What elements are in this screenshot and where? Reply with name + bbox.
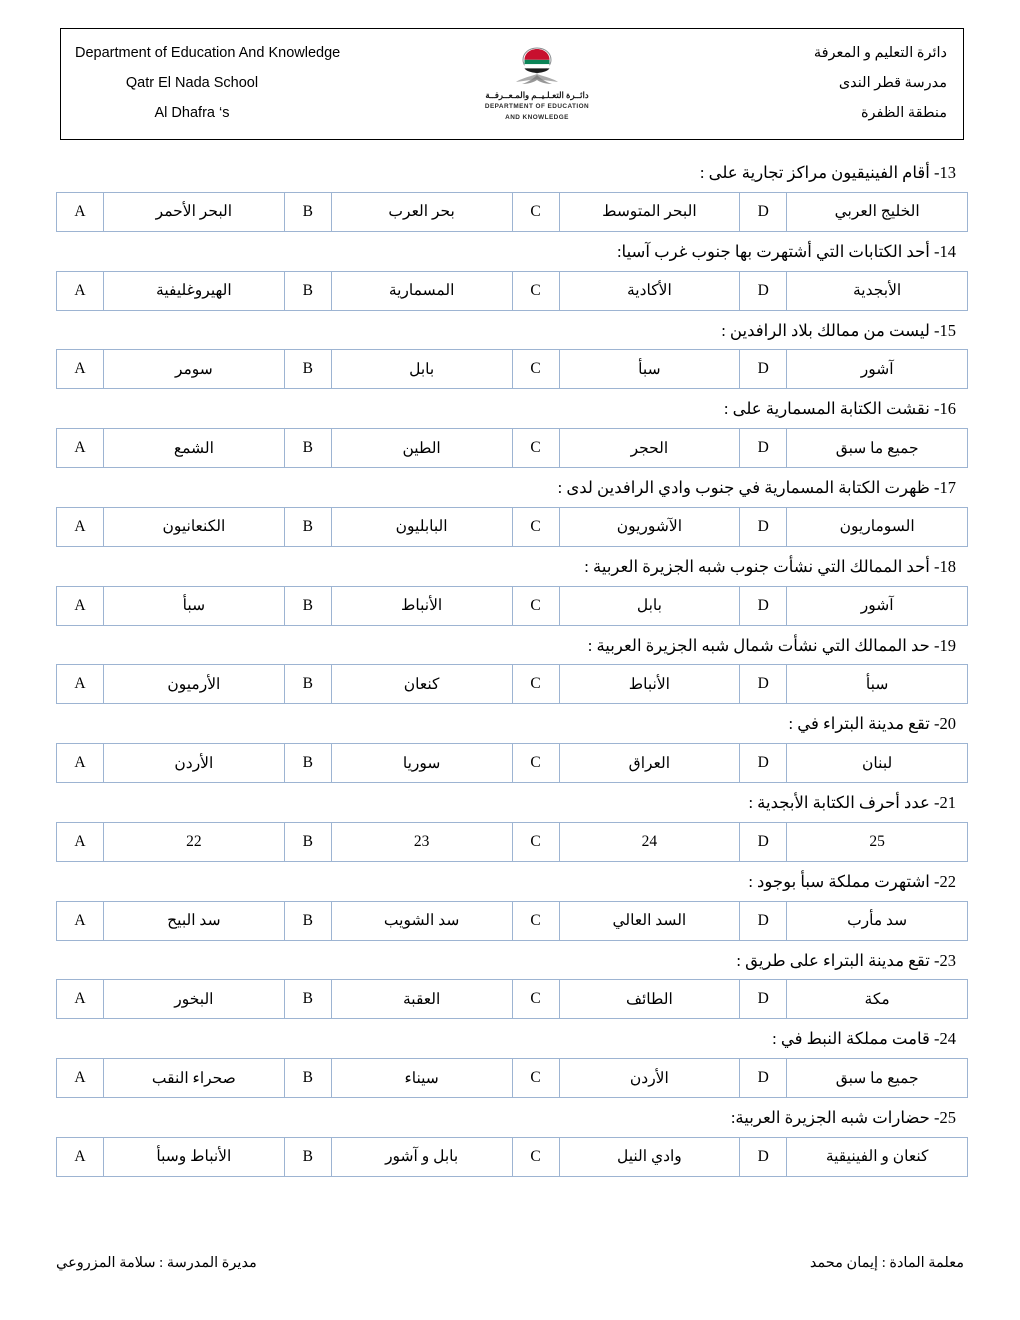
option-value[interactable]: كنعان (331, 665, 512, 704)
option-letter: A (57, 901, 104, 940)
option-letter: C (512, 1137, 559, 1176)
option-value[interactable]: الأردن (559, 1059, 740, 1098)
option-value[interactable]: البحر المتوسط (559, 192, 740, 231)
table-row (57, 1059, 968, 1098)
header-logo-block (361, 29, 713, 139)
option-letter: C (512, 822, 559, 861)
option-letter: A (57, 665, 104, 704)
question-text: 22- اشتهرت مملكة سبأ بوجود : (748, 871, 956, 891)
option-value[interactable]: الشمع (104, 429, 285, 468)
option-letter: B (284, 822, 331, 861)
option-value[interactable]: بابل و آشور (331, 1137, 512, 1176)
option-value[interactable]: بابل (331, 350, 512, 389)
option-letter: C (512, 744, 559, 783)
options-table (56, 192, 968, 232)
option-letter: D (740, 665, 787, 704)
question-text: 14- أحد الكتابات التي أشتهرت بها جنوب غرب آسيا: (616, 241, 956, 261)
table-row (57, 429, 968, 468)
option-letter: C (512, 901, 559, 940)
option-value[interactable]: سد مأرب (787, 901, 968, 940)
option-value[interactable]: مكة (787, 980, 968, 1019)
header-english-line-2: Qatr El Nada School (125, 75, 259, 92)
table-row (57, 665, 968, 704)
header-arabic-line-3: منطقة الظفرة (860, 104, 947, 121)
table-row (57, 822, 968, 861)
option-value[interactable]: الأردن (104, 744, 285, 783)
option-value[interactable]: وادي النيل (559, 1137, 740, 1176)
option-letter: D (740, 744, 787, 783)
option-letter: B (284, 665, 331, 704)
table-row (57, 980, 968, 1019)
option-value[interactable]: العراق (559, 744, 740, 783)
option-value[interactable]: الأكادية (559, 271, 740, 310)
option-value[interactable]: جميع ما سبق (787, 429, 968, 468)
options-table (56, 271, 968, 311)
option-letter: D (740, 1059, 787, 1098)
option-letter: C (512, 586, 559, 625)
options-table (56, 1058, 968, 1098)
option-value[interactable]: العقبة (331, 980, 512, 1019)
option-value[interactable]: الطائف (559, 980, 740, 1019)
options-table (56, 901, 968, 941)
option-letter: A (57, 350, 104, 389)
option-value[interactable]: الحجر (559, 429, 740, 468)
table-row (57, 192, 968, 231)
question-text: 18- أحد الممالك التي نشأت جنوب شبه الجزيرة العربية : (584, 556, 956, 576)
option-letter: D (740, 192, 787, 231)
option-value[interactable]: 25 (787, 822, 968, 861)
table-row (57, 901, 968, 940)
question-text: 15- ليست من ممالك بلاد الرافدين : (721, 320, 956, 340)
adek-logo (462, 46, 612, 122)
option-letter: B (284, 429, 331, 468)
question-text: 17- ظهرت الكتابة المسمارية في جنوب وادي الرافدين لدى : (557, 478, 956, 497)
option-letter: B (284, 980, 331, 1019)
option-value[interactable]: جميع ما سبق (787, 1059, 968, 1098)
table-row (57, 1137, 968, 1176)
question-text: 21- عدد أحرف الكتابة الأبجدية : (748, 793, 956, 812)
option-letter: B (284, 586, 331, 625)
options-table (56, 822, 968, 862)
option-letter: A (57, 271, 104, 310)
option-value[interactable]: الهيروغليفية (104, 271, 285, 310)
option-value[interactable]: السد العالي (559, 901, 740, 940)
options-table (56, 507, 968, 547)
option-value[interactable]: سد الشويب (331, 901, 512, 940)
option-value[interactable]: الآشوريون (559, 507, 740, 546)
option-letter: B (284, 1137, 331, 1176)
option-letter: D (740, 1137, 787, 1176)
option-letter: C (512, 1059, 559, 1098)
option-value[interactable]: سيناء (331, 1059, 512, 1098)
option-letter: C (512, 980, 559, 1019)
option-value[interactable]: سومر (104, 350, 285, 389)
option-letter: C (512, 271, 559, 310)
option-value[interactable]: الأرميون (104, 665, 285, 704)
option-value[interactable]: البحر الأحمر (104, 192, 285, 231)
option-value[interactable]: البابليون (331, 507, 512, 546)
option-value[interactable]: 22 (104, 822, 285, 861)
option-letter: A (57, 429, 104, 468)
option-letter: B (284, 271, 331, 310)
option-letter: B (284, 901, 331, 940)
logo-english-line-2: AND KNOWLEDGE (505, 113, 569, 121)
option-value[interactable]: السوماريون (787, 507, 968, 546)
option-value[interactable]: المسمارية (331, 271, 512, 310)
header-english-line-3: Al Dhafra ‘s (154, 104, 230, 121)
option-letter: A (57, 1059, 104, 1098)
option-value[interactable]: كنعان و الفينيقية (787, 1137, 968, 1176)
option-letter: C (512, 429, 559, 468)
option-value[interactable]: الأبجدية (787, 271, 968, 310)
question-text: 20- تقع مدينة البتراء في : (788, 714, 956, 734)
question-text: 25- حضارات شبه الجزيرة العربية: (730, 1108, 956, 1127)
options-table (56, 1137, 968, 1177)
options-table (56, 586, 968, 626)
option-value[interactable]: بحر العرب (331, 192, 512, 231)
option-letter: A (57, 1137, 104, 1176)
option-value[interactable]: سبأ (104, 586, 285, 625)
table-row (57, 350, 968, 389)
header-english-line-1: Department of Education And Knowledge (75, 45, 341, 62)
option-value[interactable]: 24 (559, 822, 740, 861)
option-letter: A (57, 192, 104, 231)
question-text: 24- قامت مملكة النبط في : (772, 1029, 956, 1049)
footer-principal-name: مديرة المدرسة : سلامة المزروعي (56, 1255, 257, 1271)
option-letter: B (284, 350, 331, 389)
question-text: 23- تقع مدينة البتراء على طريق : (736, 950, 956, 970)
option-letter: C (512, 665, 559, 704)
option-value[interactable]: 23 (331, 822, 512, 861)
option-value[interactable]: آشور (787, 586, 968, 625)
option-letter: B (284, 192, 331, 231)
falcon-emblem-icon (514, 46, 560, 88)
table-row (57, 271, 968, 310)
header-english-block (61, 29, 361, 139)
option-letter: D (740, 507, 787, 546)
option-value[interactable]: لبنان (787, 744, 968, 783)
option-letter: D (740, 271, 787, 310)
question-text: 16- نقشت الكتابة المسمارية على : (723, 399, 956, 419)
header-arabic-block (713, 29, 963, 139)
option-value[interactable]: الخليج العربي (787, 192, 968, 231)
option-letter: D (740, 586, 787, 625)
option-letter: A (57, 822, 104, 861)
option-letter: B (284, 744, 331, 783)
option-letter: C (512, 350, 559, 389)
option-value[interactable]: الأنباط (331, 586, 512, 625)
document-header (60, 28, 964, 140)
option-letter: A (57, 744, 104, 783)
option-letter: C (512, 507, 559, 546)
option-value[interactable]: الطين (331, 429, 512, 468)
logo-arabic-text: دائــرة التعـلـيــم والمـعــرفــة (485, 89, 589, 100)
option-value[interactable]: سوريا (331, 744, 512, 783)
question-text: 13- أقام الفينيقيون مراكز تجارية على : (699, 163, 956, 182)
question-text: 19- حد الممالك التي نشأت شمال شبه الجزيرة العربية : (587, 635, 956, 655)
options-table (56, 743, 968, 783)
option-letter: A (57, 586, 104, 625)
option-value[interactable]: الكنعانيون (104, 507, 285, 546)
option-value[interactable]: البخور (104, 980, 285, 1019)
options-table (56, 979, 968, 1019)
option-value[interactable]: بابل (559, 586, 740, 625)
option-value[interactable]: صحراء النقب (104, 1059, 285, 1098)
option-letter: D (740, 429, 787, 468)
options-table (56, 428, 968, 468)
option-letter: A (57, 507, 104, 546)
options-table (56, 664, 968, 704)
option-letter: B (284, 1059, 331, 1098)
option-letter: A (57, 980, 104, 1019)
option-letter: D (740, 822, 787, 861)
option-letter: D (740, 901, 787, 940)
option-letter: D (740, 980, 787, 1019)
questions-list (56, 154, 968, 1177)
table-row (57, 507, 968, 546)
option-letter: B (284, 507, 331, 546)
option-letter: D (740, 350, 787, 389)
option-value[interactable]: سبأ (559, 350, 740, 389)
header-arabic-line-1: دائرة التعليم و المعرفة (813, 45, 947, 62)
header-arabic-line-2: مدرسة قطر الندى (838, 75, 947, 92)
option-value[interactable]: الأنباط (559, 665, 740, 704)
option-value[interactable]: الأنباط وسبأ (104, 1137, 285, 1176)
option-value[interactable]: سبأ (787, 665, 968, 704)
logo-english-line-1: DEPARTMENT OF EDUCATION (484, 102, 590, 110)
table-row (57, 744, 968, 783)
options-table (56, 349, 968, 389)
option-value[interactable]: آشور (787, 350, 968, 389)
option-letter: C (512, 192, 559, 231)
table-row (57, 586, 968, 625)
option-value[interactable]: سد البيح (104, 901, 285, 940)
footer-teacher-name: معلمة المادة : إيمان محمد (809, 1255, 964, 1271)
document-footer (56, 1255, 964, 1272)
